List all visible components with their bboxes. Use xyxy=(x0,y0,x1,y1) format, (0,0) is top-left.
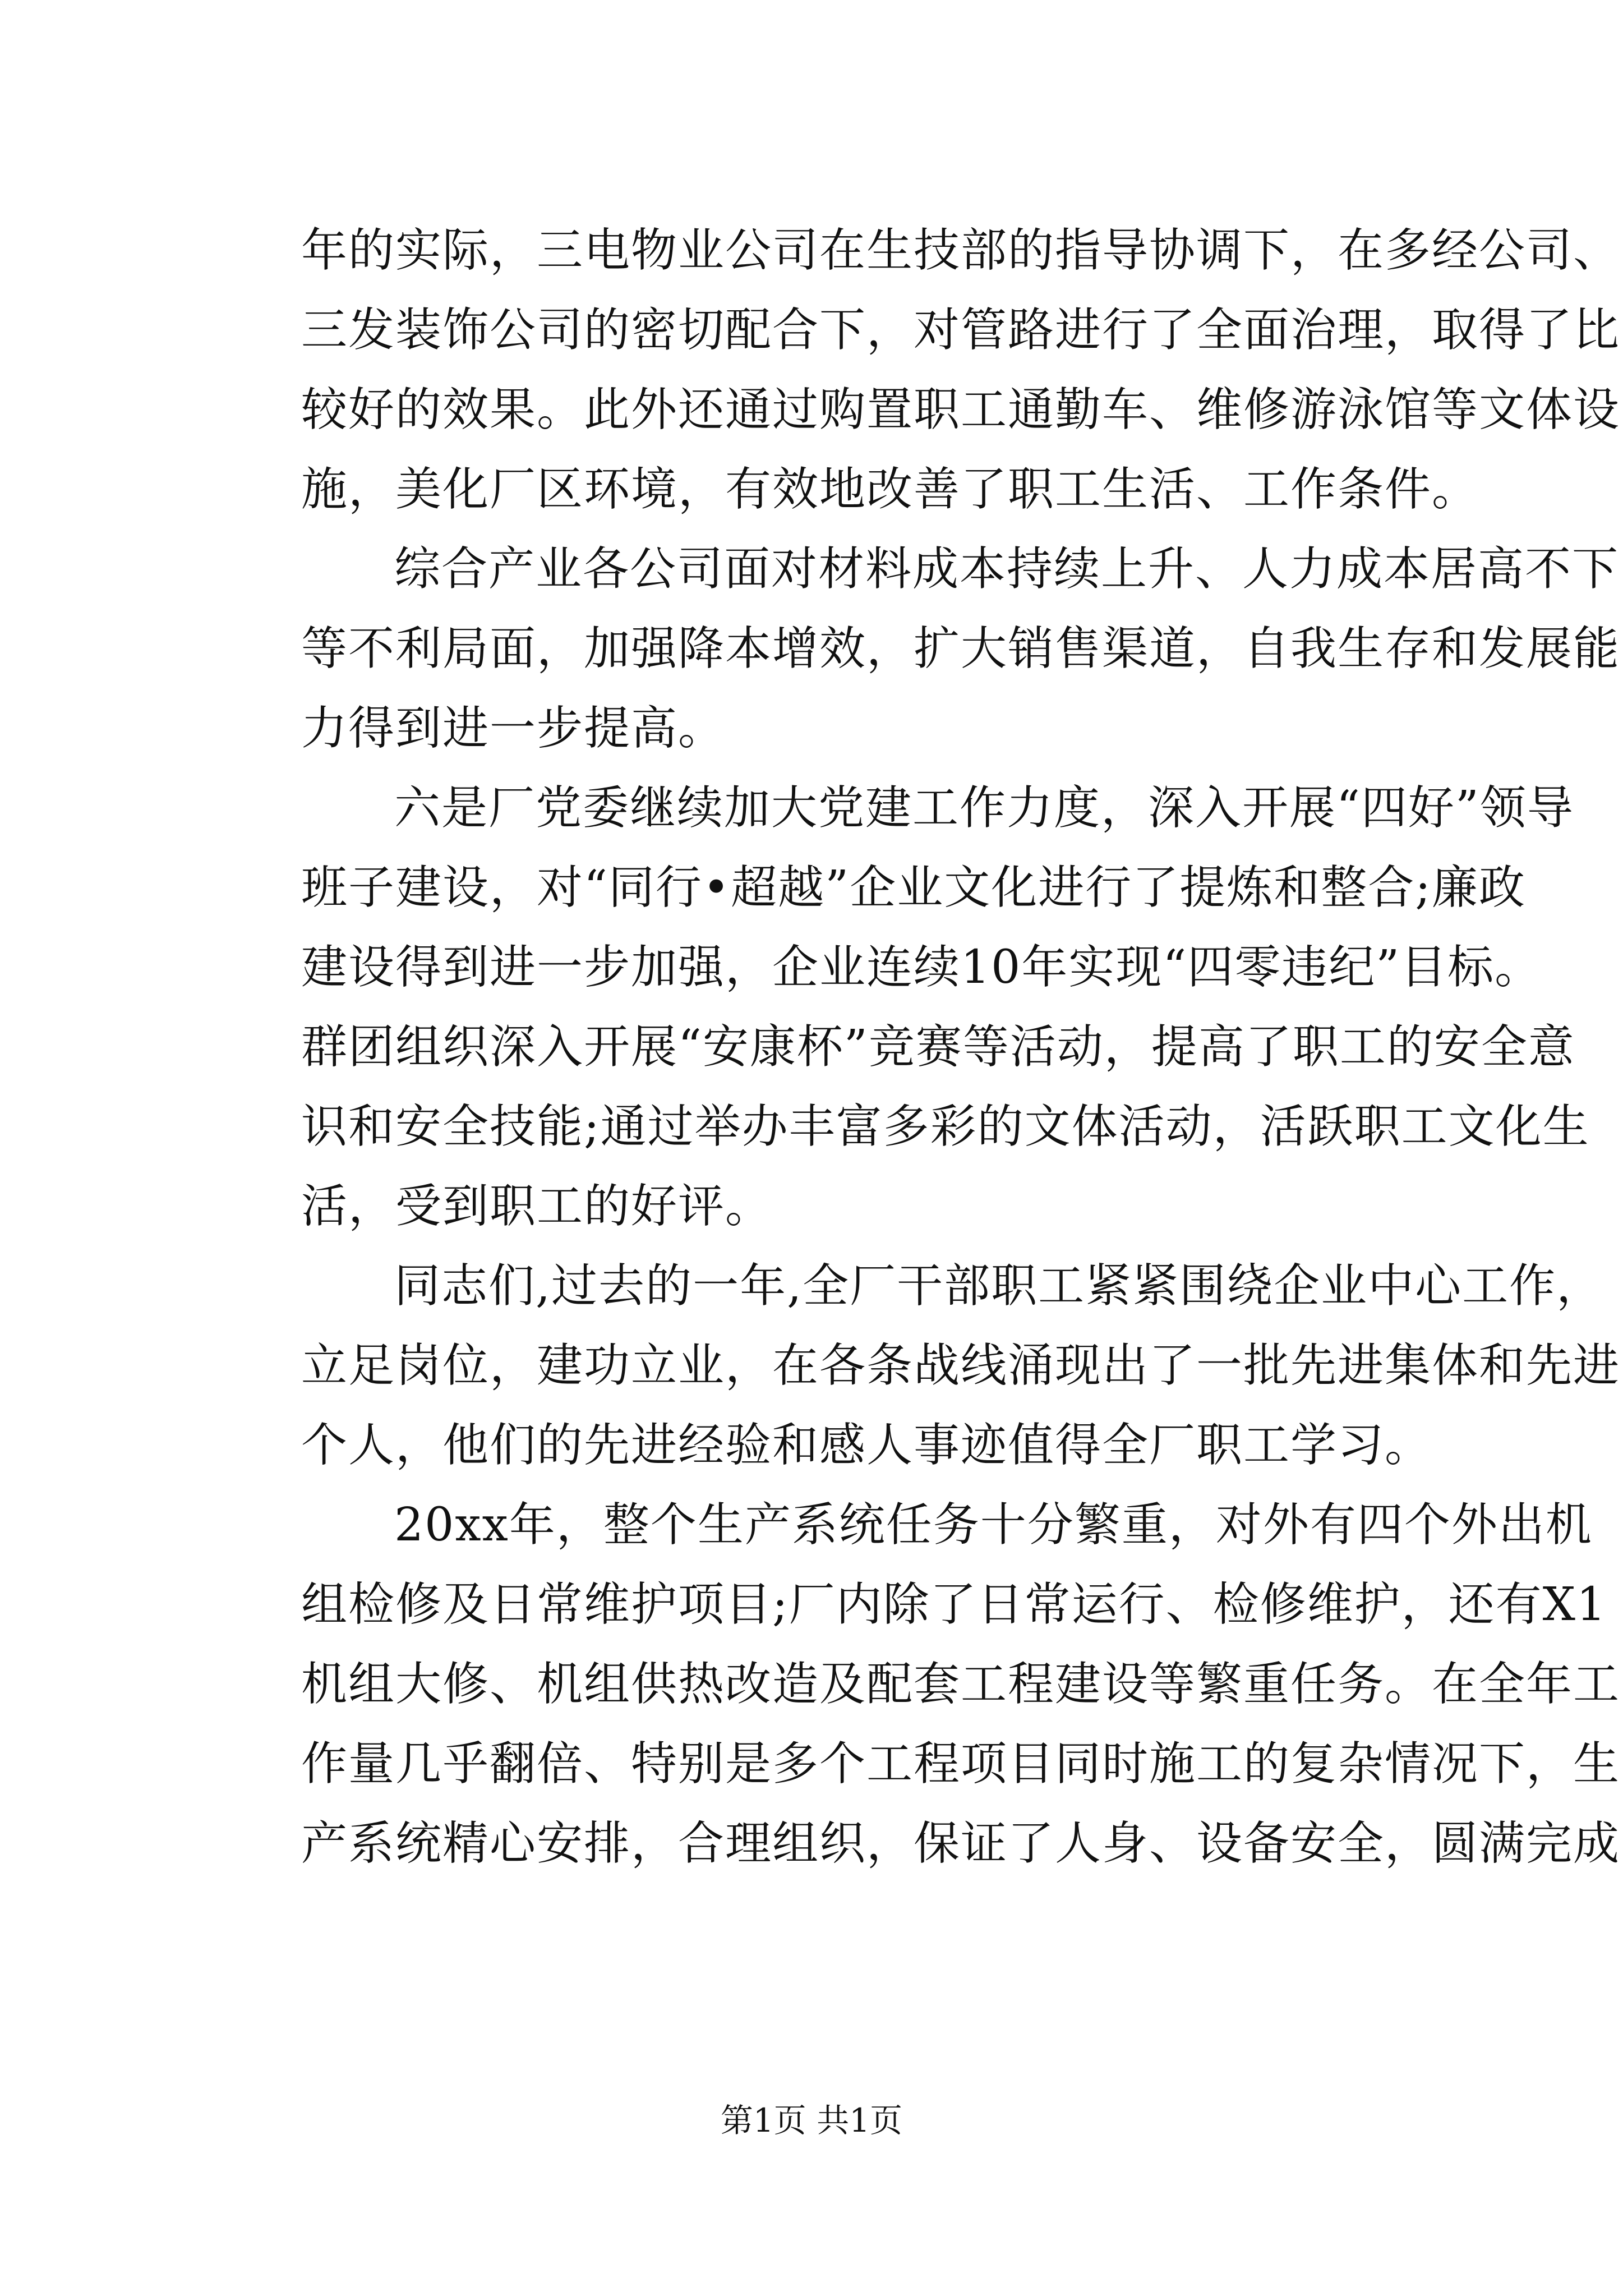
paragraph-start-line: 六是厂党委继续加大党建工作力度，深入开展“四好”领导 xyxy=(394,781,1574,835)
text-line: 较好的效果。此外还通过购置职工通勤车、维修游泳馆等文体设 xyxy=(301,383,1621,436)
text-line: 班子建设，对“同行•超越”企业文化进行了提炼和整合;廉政 xyxy=(301,861,1526,914)
paragraph-start-line: 综合产业各公司面对材料成本持续上升、人力成本居高不下 xyxy=(394,542,1620,596)
text-line: 三发装饰公司的密切配合下，对管路进行了全面治理，取得了比 xyxy=(301,303,1621,357)
document-body xyxy=(301,211,1621,1884)
text-line: 活，受到职工的好评。 xyxy=(301,1180,773,1233)
text-line: 群团组织深入开展“安康杯”竞赛等活动，提高了职工的安全意 xyxy=(301,1020,1575,1074)
page-number-label: 第1页 共1页 xyxy=(720,2101,903,2139)
text-line: 识和安全技能;通过举办丰富多彩的文体活动，活跃职工文化生 xyxy=(301,1100,1590,1153)
text-line: 等不利局面，加强降本增效，扩大销售渠道，自我生存和发展能 xyxy=(301,622,1621,675)
text-line: 建设得到进一步加强，企业连续10年实现“四零违纪”目标。 xyxy=(301,941,1542,994)
text-line: 力得到进一步提高。 xyxy=(301,702,726,755)
page-footer xyxy=(0,2098,1623,2143)
text-line: 立足岗位，建功立业，在各条战线涌现出了一批先进集体和先进 xyxy=(301,1339,1621,1392)
text-line: 个人，他们的先进经验和感人事迹值得全厂职工学习。 xyxy=(301,1419,1432,1472)
text-line: 作量几乎翻倍、特别是多个工程项目同时施工的复杂情况下，生 xyxy=(301,1737,1621,1791)
text-line: 组检修及日常维护项目;厂内除了日常运行、检修维护，还有X1 xyxy=(301,1578,1607,1631)
text-line: 机组大修、机组供热改造及配套工程建设等繁重任务。在全年工 xyxy=(301,1658,1621,1711)
paragraph-start-line: 同志们,过去的一年,全厂干部职工紧紧围绕企业中心工作， xyxy=(394,1259,1604,1313)
paragraph-start-line: 20xx年，整个生产系统任务十分繁重，对外有四个外出机 xyxy=(394,1498,1593,1552)
text-line: 产系统精心安排，合理组织，保证了人身、设备安全，圆满完成 xyxy=(301,1817,1621,1870)
text-line: 施，美化厂区环境，有效地改善了职工生活、工作条件。 xyxy=(301,463,1479,516)
text-line: 年的实际，三电物业公司在生技部的指导协调下，在多经公司、 xyxy=(301,224,1621,277)
